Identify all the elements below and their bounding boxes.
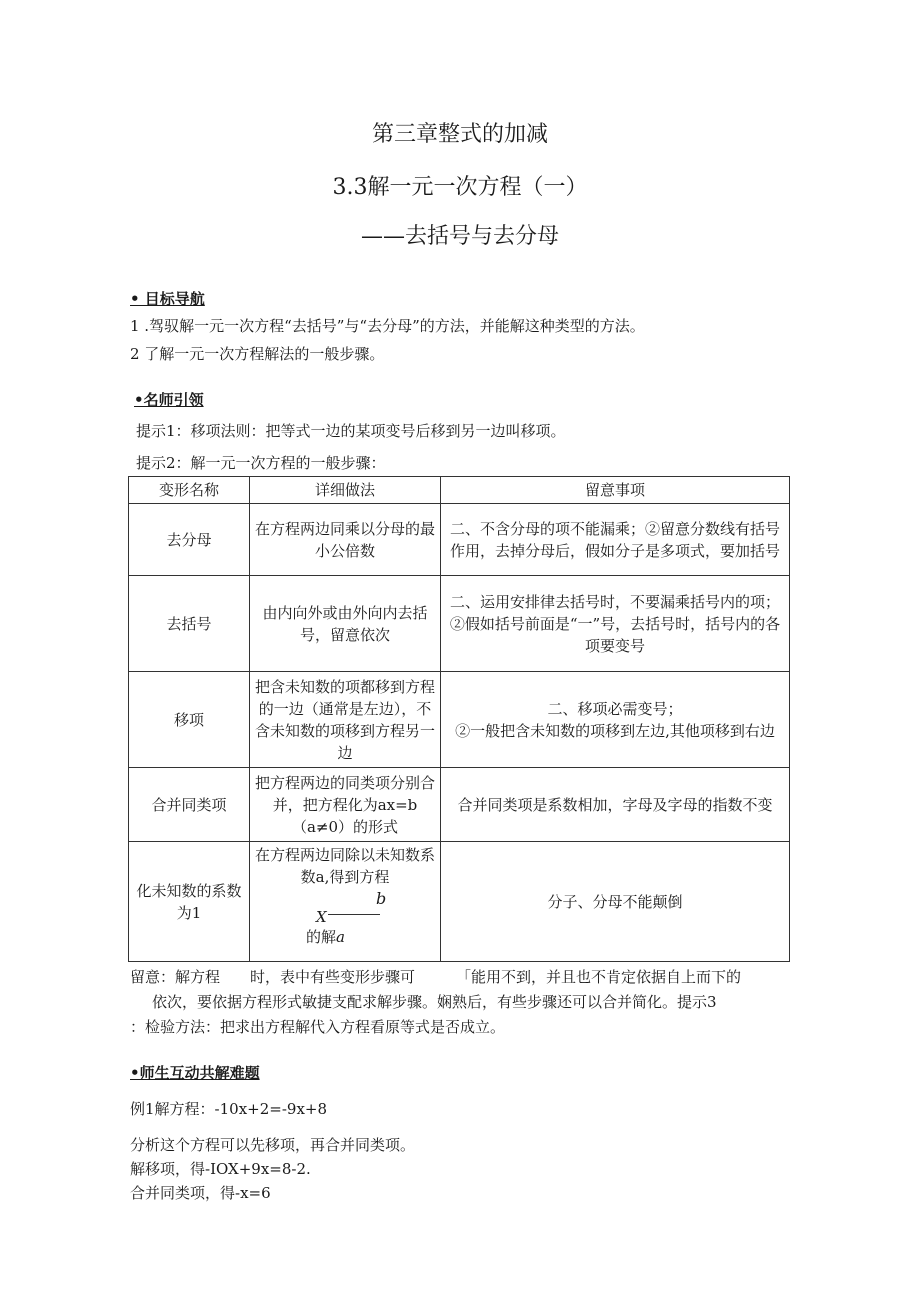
note-line-3: ：检验方法：把求出方程解代入方程看原等式是否成立。	[130, 1018, 506, 1036]
row-method: 由内向外或由外向内去括号，留意依次	[250, 576, 441, 672]
fraction-label	[306, 926, 345, 948]
note-line: 二、不含分母的项不能漏乘；②留意分数线有括号作用，去掉分母后，假如分子是多项式，要加括号	[449, 519, 780, 560]
goal-item-1: 1 .驾驭解一元一次方程“去括号”与“去分母”的方法，并能解这种类型的方法。	[130, 317, 645, 335]
fraction-denominator: a	[336, 928, 345, 946]
note-line: 分子、分母不能颠倒	[547, 892, 683, 911]
col-header-name: 变形名称	[129, 477, 250, 504]
table-row	[129, 842, 790, 962]
note-line: 二、移项必需变号；	[547, 699, 683, 718]
steps-table	[128, 476, 790, 962]
row-name: 合并同类项	[129, 768, 250, 842]
fraction-label-text: 的解	[306, 928, 337, 946]
fraction-formula	[254, 888, 436, 946]
row-method	[250, 842, 441, 962]
col-header-method: 详细做法	[250, 477, 441, 504]
row-name: 去分母	[129, 504, 250, 576]
note-line: 合并同类项是系数相加，字母及字母的指数不变	[457, 795, 773, 814]
note-line-1a: 留意：解方程	[130, 968, 221, 986]
section-subtitle: ——去括号与去分母	[360, 224, 559, 249]
solution-step-1: 解移项，得-IOX+9x=8-2.	[130, 1160, 311, 1178]
hint-1: 提示1：移项法则：把等式一边的某项变号后移到另一边叫移项。	[136, 422, 566, 440]
row-notes	[441, 768, 790, 842]
table-row	[129, 768, 790, 842]
note-line: ②一般把含未知数的项移到左边,其他项移到右边	[455, 721, 775, 740]
col-header-notes: 留意事项	[441, 477, 790, 504]
note-line-1c: 「能用不到，并且也不肯定依据自上而下的	[456, 968, 742, 986]
interact-heading: •师生互动共解难题	[130, 1064, 260, 1082]
row-method: 把含未知数的项都移到方程的一边（通常是左边），不含未知数的项移到方程另一边	[250, 672, 441, 768]
row-notes	[441, 576, 790, 672]
row-method: 在方程两边同乘以分母的最小公倍数	[250, 504, 441, 576]
fraction-lhs: X	[316, 908, 327, 926]
fraction-numerator: b	[376, 889, 387, 908]
chapter-title: 第三章整式的加减	[371, 122, 548, 147]
row-method: 把方程两边的同类项分别合并，把方程化为ax=b（a≠0）的形式	[250, 768, 441, 842]
table-row	[129, 576, 790, 672]
note-line: ②假如括号前面是“一”号，去括号时，括号内的各项要变号	[449, 614, 781, 655]
analysis: 分析这个方程可以先移项，再合并同类项。	[130, 1136, 416, 1154]
row-name: 移项	[129, 672, 250, 768]
fraction-bar	[328, 914, 380, 915]
example-1: 例1解方程：-10x+2=-9x+8	[130, 1100, 328, 1118]
table-row	[129, 504, 790, 576]
row-notes	[441, 504, 790, 576]
table-row	[129, 672, 790, 768]
teacher-heading: •名师引领	[134, 391, 204, 409]
note-line: 二、运用安排律去括号时，不要漏乘括号内的项；	[449, 592, 780, 611]
solution-step-2: 合并同类项，得-x=6	[130, 1184, 271, 1202]
section-title: 3.3解一元一次方程（一）	[332, 175, 588, 200]
note-line-1b: 时，表中有些变形步骤可	[250, 968, 416, 986]
row-name: 去括号	[129, 576, 250, 672]
table-header-row	[129, 477, 790, 504]
row-notes	[441, 672, 790, 768]
row-name: 化未知数的系数为1	[129, 842, 250, 962]
method-text: 在方程两边同除以未知数系数a,得到方程	[254, 846, 435, 886]
note-line-2: 依次，要依据方程形式敏捷支配求解步骤。娴熟后，有些步骤还可以合并简化。提示3	[152, 993, 717, 1011]
hint-2: 提示2：解一元一次方程的一般步骤：	[136, 454, 386, 472]
goals-heading: • 目标导航	[130, 290, 205, 308]
goal-item-2: 2 了解一元一次方程解法的一般步骤。	[130, 345, 385, 363]
row-notes	[441, 842, 790, 962]
